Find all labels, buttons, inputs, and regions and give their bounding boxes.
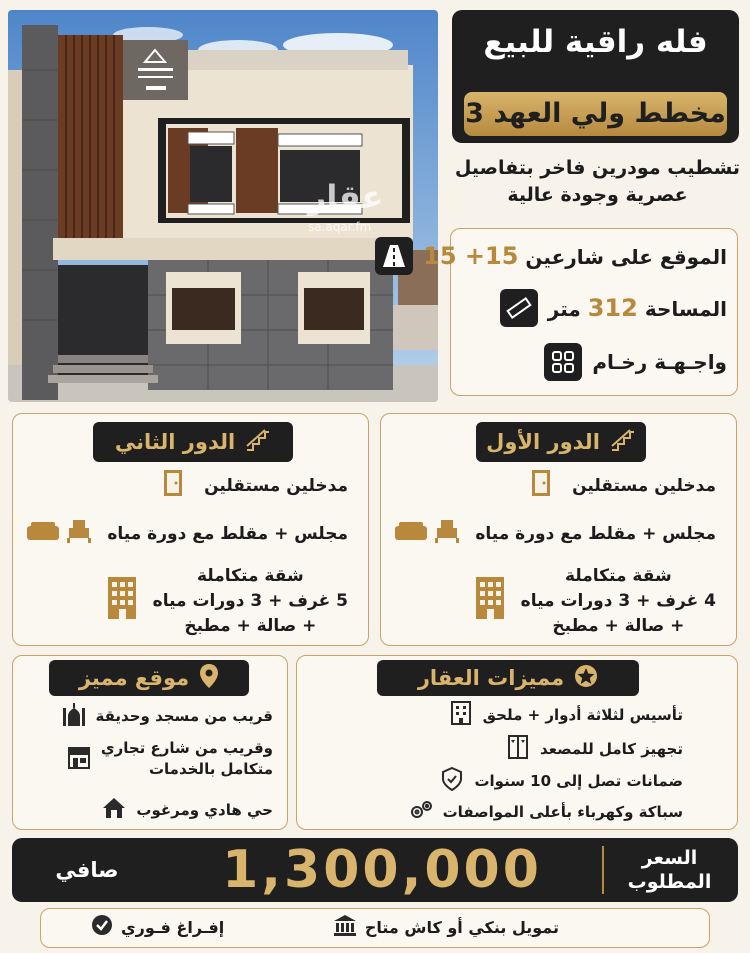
- features-title: مميزات العقار: [417, 666, 565, 690]
- location-item-2-line-2: متكامل بالخدمات: [148, 760, 273, 778]
- floor-2-apartment: [101, 564, 348, 639]
- header-banner: [452, 10, 739, 143]
- floor-1-header: [476, 422, 646, 462]
- location-item-1: قريب من مسجد وحديقة: [60, 702, 273, 731]
- floor-1-card: [380, 413, 737, 646]
- floor-2-entrances: مدخلين مستقلين: [152, 468, 348, 505]
- sofa-icon: [391, 518, 465, 551]
- stairs-icon: [610, 428, 636, 457]
- mosque-icon: [60, 702, 88, 731]
- star-icon: [574, 664, 598, 693]
- building-icon: [469, 575, 511, 628]
- handover-item: [91, 909, 224, 946]
- features-card: [296, 655, 738, 830]
- location-header: [49, 660, 249, 696]
- spec-area: [500, 287, 727, 329]
- location-item-2: [65, 738, 273, 780]
- home-icon: [100, 796, 128, 825]
- facade-text: واجـهـة رخـام: [592, 350, 727, 374]
- watermark-brand: عقار: [308, 178, 384, 216]
- finish-description: [450, 155, 745, 209]
- feature-item-4: سباكة وكهرباء بأعلى المواصفات: [407, 798, 683, 827]
- price-net-label: صافي: [55, 858, 119, 882]
- floor-1-majlis: مجلس + مقلط مع دورة مياه: [391, 518, 716, 551]
- floor-1-apt-line-3: + صالة + مطبخ: [552, 616, 685, 636]
- check-circle-icon: [91, 914, 113, 941]
- finish-line-1: تشطيب مودرين فاخر بتفاصيل: [454, 157, 741, 179]
- floor-2-apt-line-3: + صالة + مطبخ: [184, 616, 317, 636]
- floor-2-apt-line-1: شقة متكاملة: [196, 566, 304, 586]
- floor-1-apt-line-1: شقة متكاملة: [564, 566, 672, 586]
- elevator-icon: [504, 734, 532, 765]
- floor-1-apartment: [469, 564, 716, 639]
- location-pin-icon: [199, 663, 219, 694]
- floor-1-title: الدور الأول: [486, 430, 600, 454]
- door-icon: [152, 468, 194, 505]
- floor-2-majlis: مجلس + مقلط مع دورة مياه: [23, 518, 348, 551]
- streets-label: الموقع على شارعين: [525, 245, 727, 269]
- ruler-icon: [500, 289, 538, 327]
- specs-box: [423, 228, 738, 396]
- floor-2-apt-line-2: 5 غرف + 3 دورات مياه: [152, 591, 348, 611]
- watermark-site: sa.aqar.fm: [308, 220, 372, 234]
- shield-icon: [438, 766, 466, 797]
- road-icon: [375, 237, 413, 275]
- price-label-line-2: المطلوب: [627, 871, 712, 893]
- floor-2-header: [93, 422, 293, 462]
- spec-facade: [544, 341, 727, 383]
- villa-photo: [8, 10, 438, 402]
- handover-text: إفـراغ فـوري: [121, 918, 225, 937]
- price-value: 1,300,000: [222, 840, 542, 900]
- finish-line-2: عصرية وجودة عالية: [507, 184, 688, 206]
- price-banner: [12, 838, 738, 902]
- floor-1-apt-line-2: 4 غرف + 3 دورات مياه: [520, 591, 716, 611]
- sofa-icon: [23, 518, 97, 551]
- stairs-icon: [245, 428, 271, 457]
- feature-item-1: تأسيس لثلاثة أدوار + ملحق: [447, 700, 683, 731]
- floor-2-title: الدور الثاني: [114, 430, 236, 454]
- shop-icon: [65, 745, 93, 774]
- tiles-icon: [544, 343, 582, 381]
- features-header: [377, 660, 639, 696]
- feature-item-3: ضمانات تصل إلى 10 سنوات: [438, 766, 683, 797]
- feature-item-2: تجهيز كامل للمصعد: [504, 734, 683, 765]
- building-icon: [101, 575, 143, 628]
- location-item-2-line-1: وقريب من شارع تجاري: [100, 739, 273, 757]
- floor-2-card: [12, 413, 369, 646]
- price-divider: [602, 846, 604, 894]
- area-value: 312: [587, 294, 638, 322]
- location-card: [12, 655, 288, 830]
- area-label: المساحة: [644, 297, 727, 321]
- location-item-3: حي هادي ومرغوب: [100, 796, 273, 825]
- page-title: فله راقية للبيع: [483, 24, 708, 60]
- location-title: موقع مميز: [78, 666, 190, 690]
- price-label-line-1: السعر: [641, 847, 698, 869]
- financing-item: [333, 909, 559, 946]
- door-icon: [520, 468, 562, 505]
- streets-value: 15+ 15: [423, 242, 519, 270]
- floor-1-entrances: مدخلين مستقلين: [520, 468, 716, 505]
- financing-text: تمويل بنكي أو كاش متاح: [364, 918, 559, 937]
- payment-bar: [40, 908, 710, 948]
- page-subtitle: مخطط ولي العهد 3: [464, 92, 727, 136]
- area-unit: متر: [547, 297, 581, 321]
- price-label: [607, 838, 732, 902]
- gears-icon: [407, 798, 435, 827]
- building-icon: [447, 700, 475, 731]
- spec-streets: [375, 235, 727, 277]
- bank-icon: [333, 914, 357, 941]
